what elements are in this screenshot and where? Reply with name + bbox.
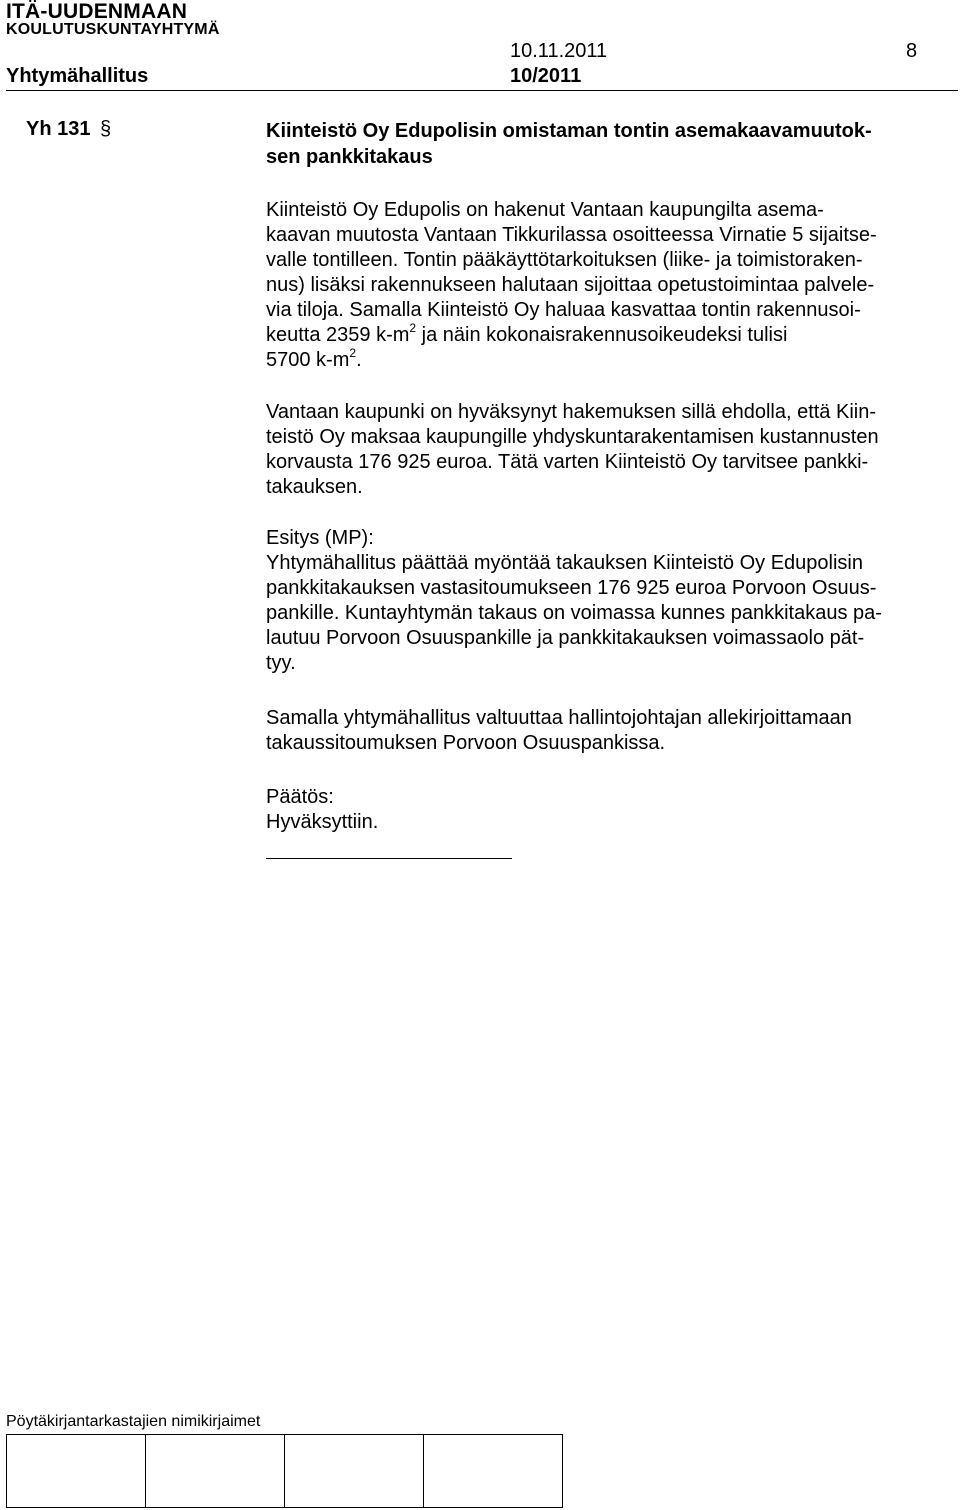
title-line: Kiinteistö Oy Edupolisin omistaman tontin asemakaavamuutok- [266, 120, 872, 142]
text-fragment: . [356, 349, 362, 371]
text-fragment: keutta 2359 k-m [266, 324, 410, 346]
text-line: Yhtymähallitus päättää myöntää takauksen Kiinteistö Oy Edupolisin [266, 552, 864, 574]
initials-cell [146, 1435, 285, 1508]
proposal-label: Esitys (MP): [266, 527, 374, 549]
decision-text: Hyväksyttiin. [266, 811, 379, 833]
text-line: pankkitakauksen vastasitoumukseen 176 925 euroa Porvoon Osuus- [266, 577, 877, 599]
organization-subtitle: KOULUTUSKUNTAYHTYMÄ [6, 21, 220, 38]
text-line: pankille. Kuntayhtymän takaus on voimassa kunnes pankkitakaus pa- [266, 602, 882, 624]
text-fragment: ja näin kokonaisrakennusoikeudeksi tulisi [416, 324, 788, 346]
section-title [266, 118, 958, 170]
decision-label: Päätös: [266, 786, 334, 808]
superscript: 2 [349, 346, 357, 360]
text-line: teistö Oy maksaa kaupungille yhdyskuntarakentamisen kustannusten [266, 426, 879, 448]
superscript: 2 [409, 321, 417, 335]
end-rule [266, 858, 512, 859]
text-line: Vantaan kaupunki on hyväksynyt hakemuksen sillä ehdolla, että Kiin- [266, 401, 876, 423]
text-line: Kiinteistö Oy Edupolis on hakenut Vantaan kaupungilta asema- [266, 199, 824, 221]
decision [266, 785, 958, 835]
text-line: nus) lisäksi rakennukseen halutaan sijoittaa opetustoimintaa palvele- [266, 274, 875, 296]
governing-body: Yhtymähallitus [6, 65, 149, 87]
text-line: tyy. [266, 652, 296, 674]
text-line: takaussitoumuksen Porvoon Osuuspankissa. [266, 732, 666, 754]
text-line [266, 323, 958, 348]
initials-table [6, 1434, 563, 1508]
text-line: via tiloja. Samalla Kiinteistö Oy haluaa kasvattaa tontin rakennusoi- [266, 299, 861, 321]
header-divider [6, 90, 958, 91]
initials-row [7, 1435, 563, 1508]
text-line: korvausta 176 925 euroa. Tätä varten Kiinteistö Oy tarvitsee pankki- [266, 451, 869, 473]
text-line: lautuu Porvoon Osuuspankille ja pankkitakauksen voimassaolo pät- [266, 627, 865, 649]
section-mark: § [100, 118, 112, 140]
initials-cell [7, 1435, 146, 1508]
footer-label: Pöytäkirjantarkastajien nimikirjaimet [6, 1413, 261, 1430]
meeting-date: 10.11.2011 [510, 40, 608, 62]
text-line [266, 348, 958, 373]
paragraph-application [266, 198, 958, 373]
page-number: 8 [906, 40, 918, 62]
text-line: kaavan muutosta Vantaan Tikkurilassa osoitteessa Virnatie 5 sijaitse- [266, 224, 877, 246]
title-line: sen pankkitakaus [266, 146, 433, 168]
meeting-number: 10/2011 [510, 65, 582, 87]
text-line: takauksen. [266, 476, 363, 498]
section-id: Yh 131 [26, 118, 91, 140]
paragraph-condition [266, 400, 958, 500]
organization-name: ITÄ-UUDENMAAN [6, 0, 188, 23]
paragraph-authorization [266, 706, 958, 756]
text-line: valle tontilleen. Tontin pääkäyttötarkoituksen (liike- ja toimistoraken- [266, 249, 863, 271]
text-line: Samalla yhtymähallitus valtuuttaa hallintojohtajan allekirjoittamaan [266, 707, 852, 729]
proposal [266, 526, 958, 676]
initials-cell [285, 1435, 424, 1508]
initials-cell [424, 1435, 563, 1508]
text-fragment: 5700 k-m [266, 349, 350, 371]
